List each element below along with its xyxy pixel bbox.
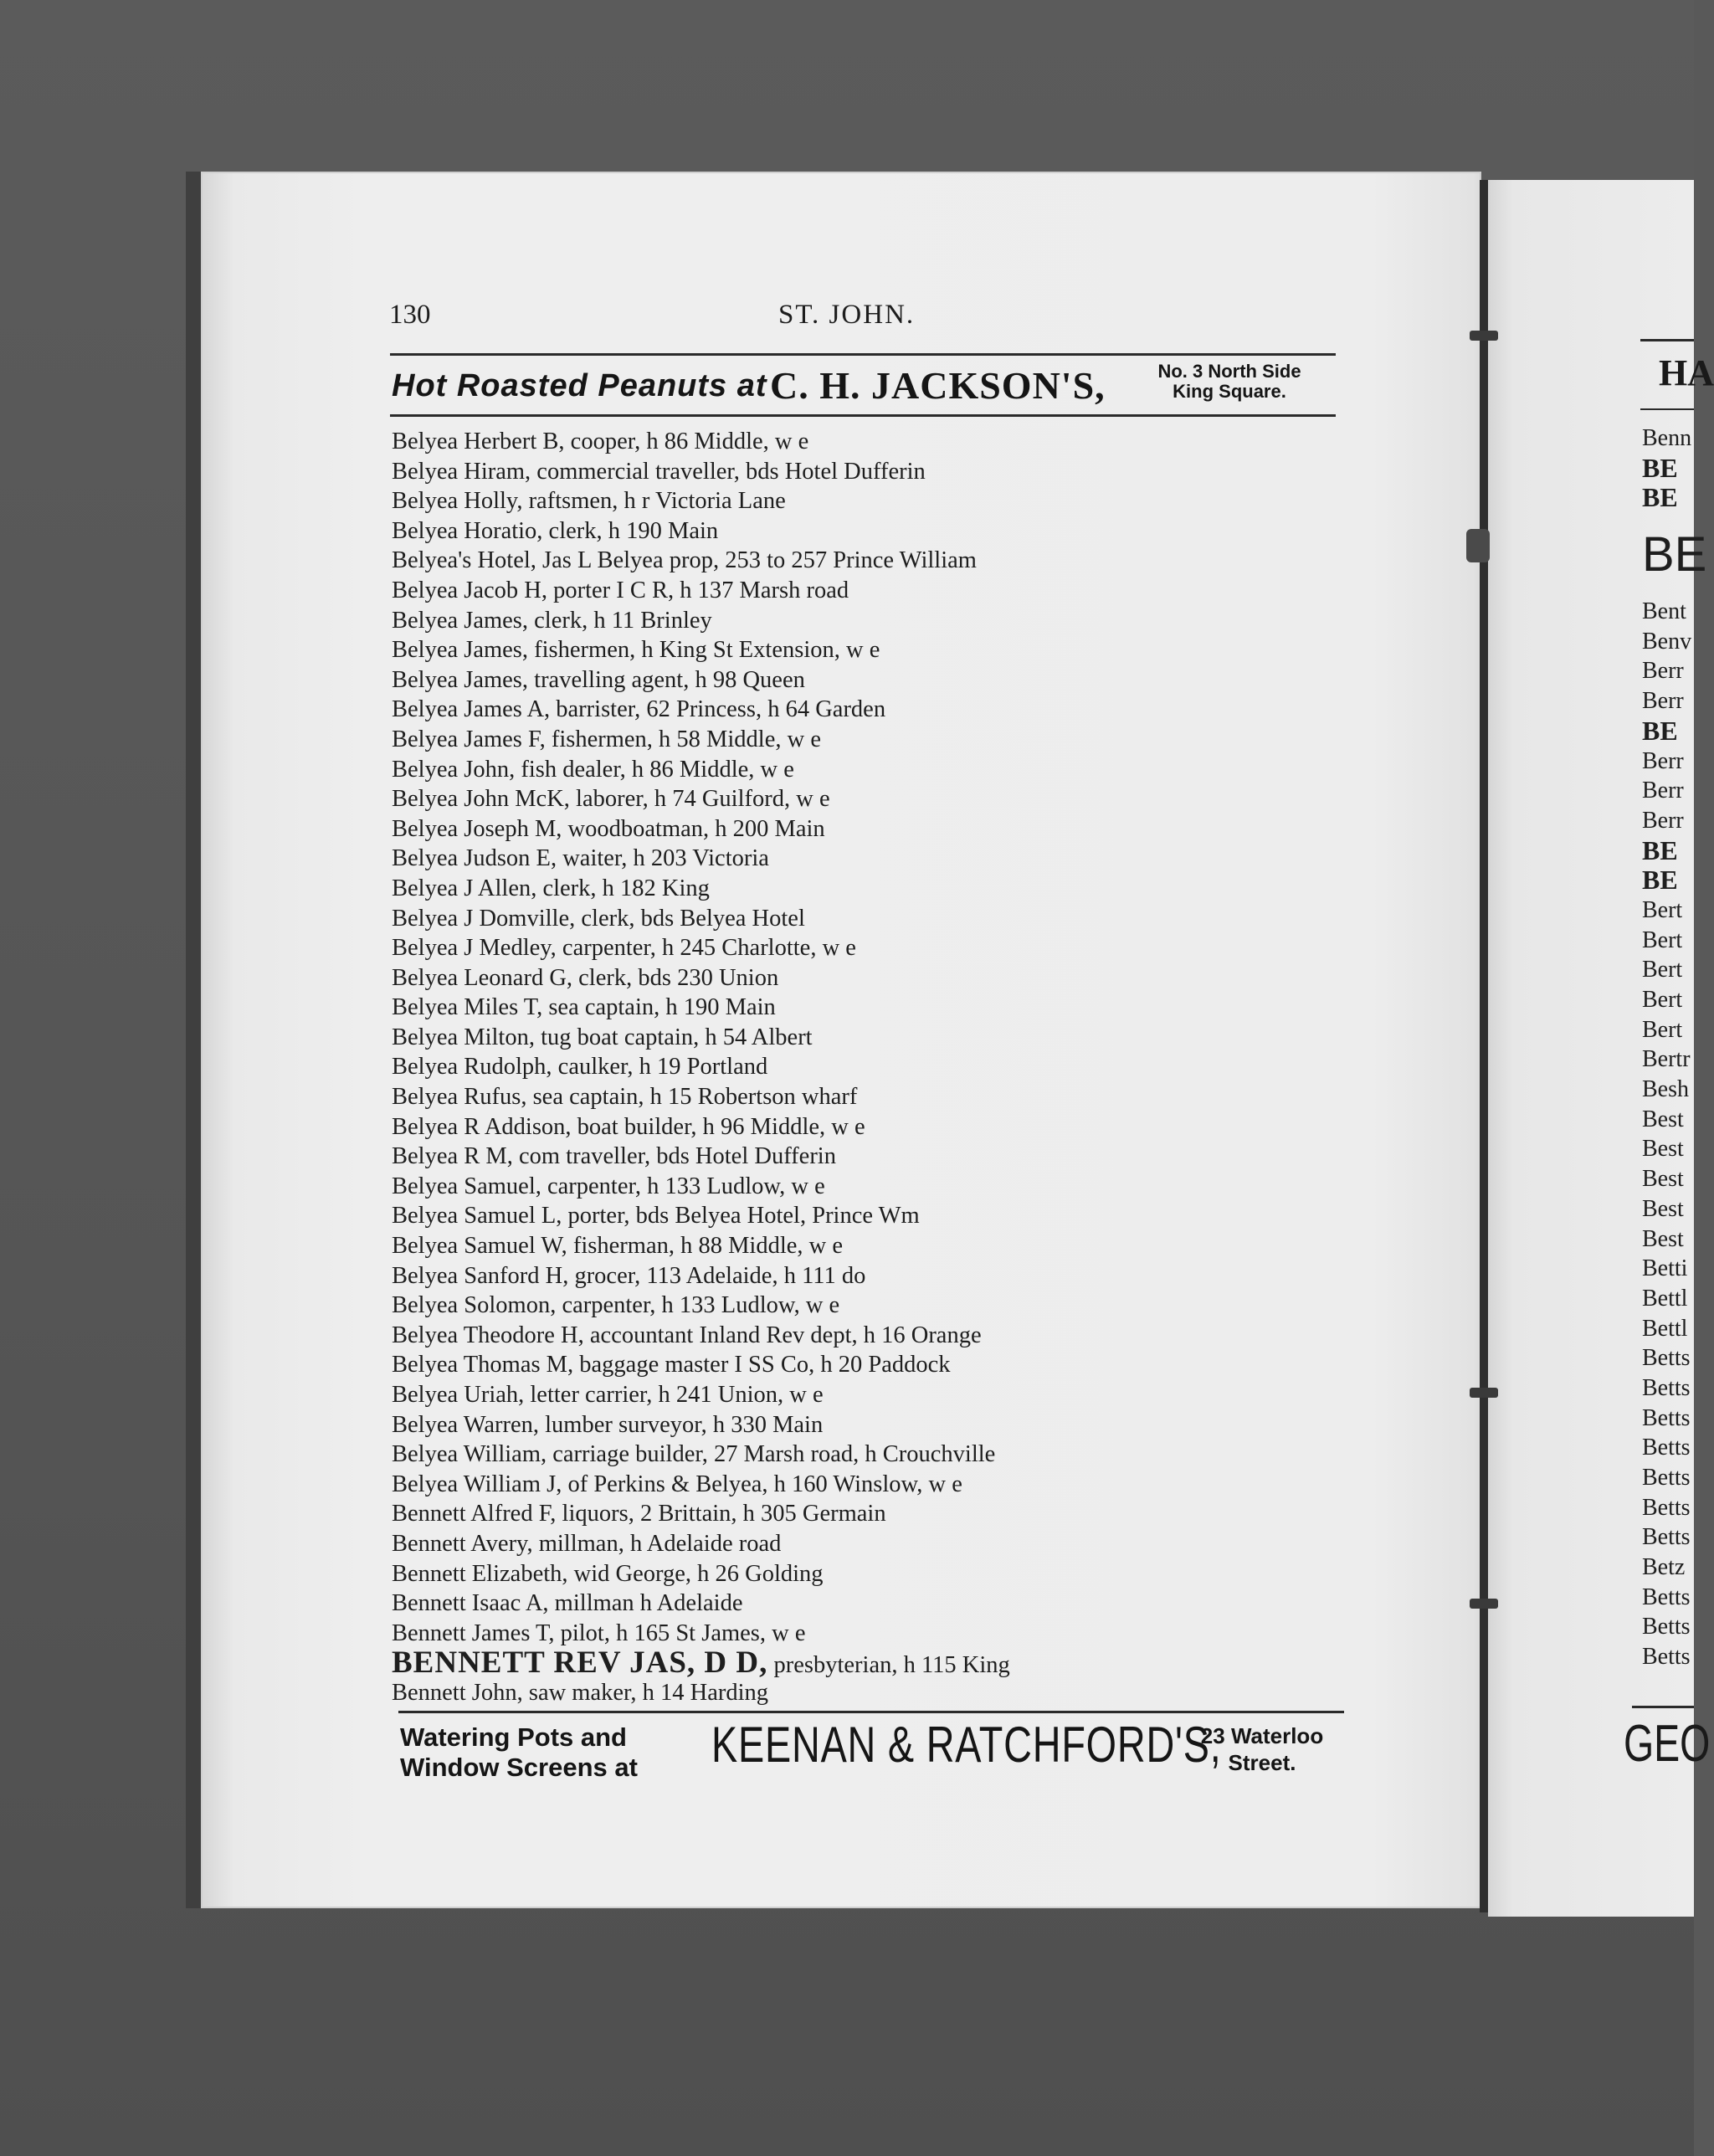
binding-pin <box>1470 1388 1498 1398</box>
right-page-entry-fragment: BE <box>1642 527 1707 583</box>
right-page-entry-fragment: Benv <box>1642 628 1692 654</box>
ad-address <box>1125 362 1334 402</box>
right-page-head-rule <box>1640 408 1694 410</box>
right-page-entry-fragment: Betz <box>1642 1554 1686 1581</box>
right-page-entry-fragment: Bert <box>1642 987 1683 1013</box>
directory-entry: Bennett Isaac A, millman h Adelaide <box>392 1590 743 1617</box>
binding-pin <box>1470 1599 1498 1609</box>
directory-entry: Bennett Alfred F, liquors, 2 Brittain, h 305 Germain <box>392 1501 886 1527</box>
right-page-entry-fragment: Betts <box>1642 1374 1691 1401</box>
bottom-ad-address <box>1187 1722 1337 1776</box>
bottom-rule <box>398 1711 1344 1713</box>
directory-entry: Belyea Solomon, carpenter, h 133 Ludlow, w e <box>392 1292 840 1319</box>
right-page-entry-fragment: Bertr <box>1642 1046 1691 1073</box>
bottom-ad-line: Window Screens at <box>400 1753 638 1782</box>
directory-entry: Belyea Leonard G, clerk, bds 230 Union <box>392 964 779 991</box>
directory-entry: Bennett Elizabeth, wid George, h 26 Golding <box>392 1560 824 1587</box>
directory-entry: Bennett James T, pilot, h 165 St James, w e <box>392 1620 806 1646</box>
binding-pin <box>1470 331 1498 341</box>
right-page-entry-fragment: BE <box>1642 715 1678 746</box>
right-page-entry-fragment: Betts <box>1642 1345 1691 1372</box>
right-page-entry-fragment: Berr <box>1642 658 1684 685</box>
directory-entry: Belyea James, travelling agent, h 98 Queen <box>392 666 805 693</box>
right-page-entry-fragment: Best <box>1642 1136 1684 1163</box>
right-page-entry-fragment: Benn <box>1642 425 1692 451</box>
directory-entry: Belyea Rufus, sea captain, h 15 Robertson wharf <box>392 1084 858 1111</box>
directory-entry: Belyea James, clerk, h 11 Brinley <box>392 607 712 634</box>
directory-entry: Belyea James, fishermen, h King St Extension, w e <box>392 637 880 664</box>
right-page-head: HA <box>1659 352 1714 393</box>
right-page-entry-fragment: Betts <box>1642 1435 1691 1461</box>
book-gutter <box>1480 180 1488 1912</box>
right-page-entry-fragment: Betts <box>1642 1584 1691 1610</box>
right-page-entry-fragment: Berr <box>1642 688 1684 715</box>
directory-entry: Belyea John, fish dealer, h 86 Middle, w e <box>392 756 794 783</box>
right-page-entry-fragment: Bert <box>1642 927 1683 953</box>
directory-entry: Belyea Samuel, carpenter, h 133 Ludlow, w e <box>392 1173 825 1199</box>
directory-entry: Belyea R Addison, boat builder, h 96 Middle, w e <box>392 1113 865 1140</box>
right-page-entry-fragment: Berr <box>1642 747 1684 774</box>
right-page-entry-fragment: Bert <box>1642 957 1683 983</box>
directory-entry: Belyea Judson E, waiter, h 203 Victoria <box>392 845 769 872</box>
directory-entry: Belyea Sanford H, grocer, 113 Adelaide, h 111 do <box>392 1262 866 1289</box>
right-page-entry-fragment: Betts <box>1642 1524 1691 1551</box>
bottom-ad-business-name: KEENAN & RATCHFORD'S, <box>711 1717 1222 1773</box>
right-page-entry-fragment: BE <box>1642 452 1678 483</box>
directory-entry: Belyea J Allen, clerk, h 182 King <box>392 875 710 901</box>
directory-entry: Belyea Milton, tug boat captain, h 54 Albert <box>392 1024 813 1050</box>
directory-entry: Belyea Theodore H, accountant Inland Rev dept, h 16 Orange <box>392 1322 982 1348</box>
right-page-entry-fragment: Bent <box>1642 598 1686 625</box>
directory-entry: Belyea Herbert B, cooper, h 86 Middle, w e <box>392 429 809 454</box>
directory-entry: Belyea James F, fishermen, h 58 Middle, w e <box>392 726 821 752</box>
directory-entry: Belyea Miles T, sea captain, h 190 Main <box>392 994 776 1021</box>
directory-entry: Belyea Jacob H, porter I C R, h 137 Marsh road <box>392 577 849 603</box>
right-page-entry-fragment: Betts <box>1642 1494 1691 1521</box>
right-page-entry-fragment: BE <box>1642 834 1678 865</box>
bottom-ad-address-line: 23 Waterloo <box>1200 1723 1324 1748</box>
ad-address-line: King Square. <box>1173 381 1286 402</box>
right-page-entry-fragment: Besh <box>1642 1076 1689 1103</box>
directory-entry: Belyea John McK, laborer, h 74 Guilford, w e <box>392 786 830 813</box>
directory-entry: Belyea Warren, lumber surveyor, h 330 Main <box>392 1411 824 1438</box>
right-page-entry-fragment: Best <box>1642 1195 1684 1222</box>
directory-entry: Belyea William, carriage builder, 27 Marsh road, h Crouchville <box>392 1441 996 1468</box>
directory-entry-featured <box>392 1645 1337 1681</box>
top-ad-rule <box>390 414 1336 417</box>
right-page-entry-fragment: Betts <box>1642 1404 1691 1431</box>
directory-entry: Belyea Samuel W, fisherman, h 88 Middle, w e <box>392 1233 844 1260</box>
bottom-advertisement <box>400 1716 1346 1791</box>
right-page-footer: GEO <box>1624 1715 1711 1773</box>
bottom-ad-address-line: Street. <box>1228 1750 1296 1775</box>
right-page-bottom-rule <box>1632 1706 1694 1708</box>
directory-entry: Belyea James A, barrister, 62 Princess, h 64 Garden <box>392 696 886 723</box>
ad-lead-text: Hot Roasted Peanuts at <box>392 368 767 403</box>
directory-entry: Belyea Thomas M, baggage master I SS Co, h 20 Paddock <box>392 1352 951 1378</box>
directory-entry: Belyea Hiram, commercial traveller, bds Hotel Dufferin <box>392 458 926 485</box>
directory-entry: Belyea Samuel L, porter, bds Belyea Hotel, Prince Wm <box>392 1203 920 1229</box>
directory-entry: Belyea Horatio, clerk, h 190 Main <box>392 517 719 544</box>
bottom-ad-line: Watering Pots and <box>400 1722 627 1752</box>
right-page-entry-fragment: Betts <box>1642 1614 1691 1640</box>
right-page-entry-fragment: Best <box>1642 1106 1684 1132</box>
directory-entry: Bennett John, saw maker, h 14 Harding <box>392 1679 769 1706</box>
directory-entries <box>392 427 1337 1708</box>
binding-clip <box>1466 529 1490 562</box>
right-page-entry-fragment: Best <box>1642 1225 1684 1252</box>
featured-entry-details: presbyterian, h 115 King <box>767 1652 1010 1679</box>
right-page-entry-fragment: Bert <box>1642 896 1683 923</box>
right-page-entry-fragment: Betts <box>1642 1465 1691 1491</box>
featured-entry-name: BENNETT REV JAS, D D, <box>392 1645 768 1681</box>
directory-entry: Belyea J Medley, carpenter, h 245 Charlotte, w e <box>392 935 856 962</box>
right-page-entry-fragment: Berr <box>1642 778 1684 804</box>
right-page-entry-fragment: Betts <box>1642 1644 1691 1671</box>
bottom-ad-lead <box>400 1722 638 1783</box>
top-rule <box>390 353 1336 356</box>
right-page-entry-fragment: Berr <box>1642 807 1684 834</box>
right-page-entry-fragment: Bert <box>1642 1016 1683 1043</box>
ad-business-name: C. H. JACKSON'S, <box>770 364 1106 407</box>
directory-entry: Bennett Avery, millman, h Adelaide road <box>392 1530 782 1557</box>
directory-entry: Belyea J Domville, clerk, bds Belyea Hotel <box>392 905 805 932</box>
right-page-entry-fragment: Bettl <box>1642 1315 1688 1342</box>
directory-entry: Belyea Holly, raftsmen, h r Victoria Lane <box>392 488 786 515</box>
directory-entry: Belyea Joseph M, woodboatman, h 200 Main <box>392 815 825 842</box>
right-page-entry-fragment: BE <box>1642 865 1678 896</box>
right-page-entry-fragment: Bettl <box>1642 1285 1688 1312</box>
top-advertisement <box>392 360 1336 410</box>
directory-entry: Belyea Uriah, letter carrier, h 241 Union, w e <box>392 1382 824 1408</box>
directory-entry: Belyea William J, of Perkins & Belyea, h 160 Winslow, w e <box>392 1471 962 1497</box>
page-number: 130 <box>389 300 431 330</box>
right-page-top-rule <box>1640 339 1694 341</box>
right-page-entry-fragment: Betti <box>1642 1255 1688 1282</box>
directory-entry: Belyea R M, com traveller, bds Hotel Dufferin <box>392 1143 836 1170</box>
right-page-entry-fragment: Best <box>1642 1166 1684 1193</box>
directory-entry: Belyea's Hotel, Jas L Belyea prop, 253 to 257 Prince William <box>392 547 977 574</box>
right-page-entries <box>1642 424 1706 1672</box>
directory-entry: Belyea Rudolph, caulker, h 19 Portland <box>392 1054 768 1081</box>
running-head: ST. JOHN. <box>778 300 916 330</box>
right-page-entry-fragment: BE <box>1642 482 1678 513</box>
ad-address-line: No. 3 North Side <box>1157 361 1301 382</box>
